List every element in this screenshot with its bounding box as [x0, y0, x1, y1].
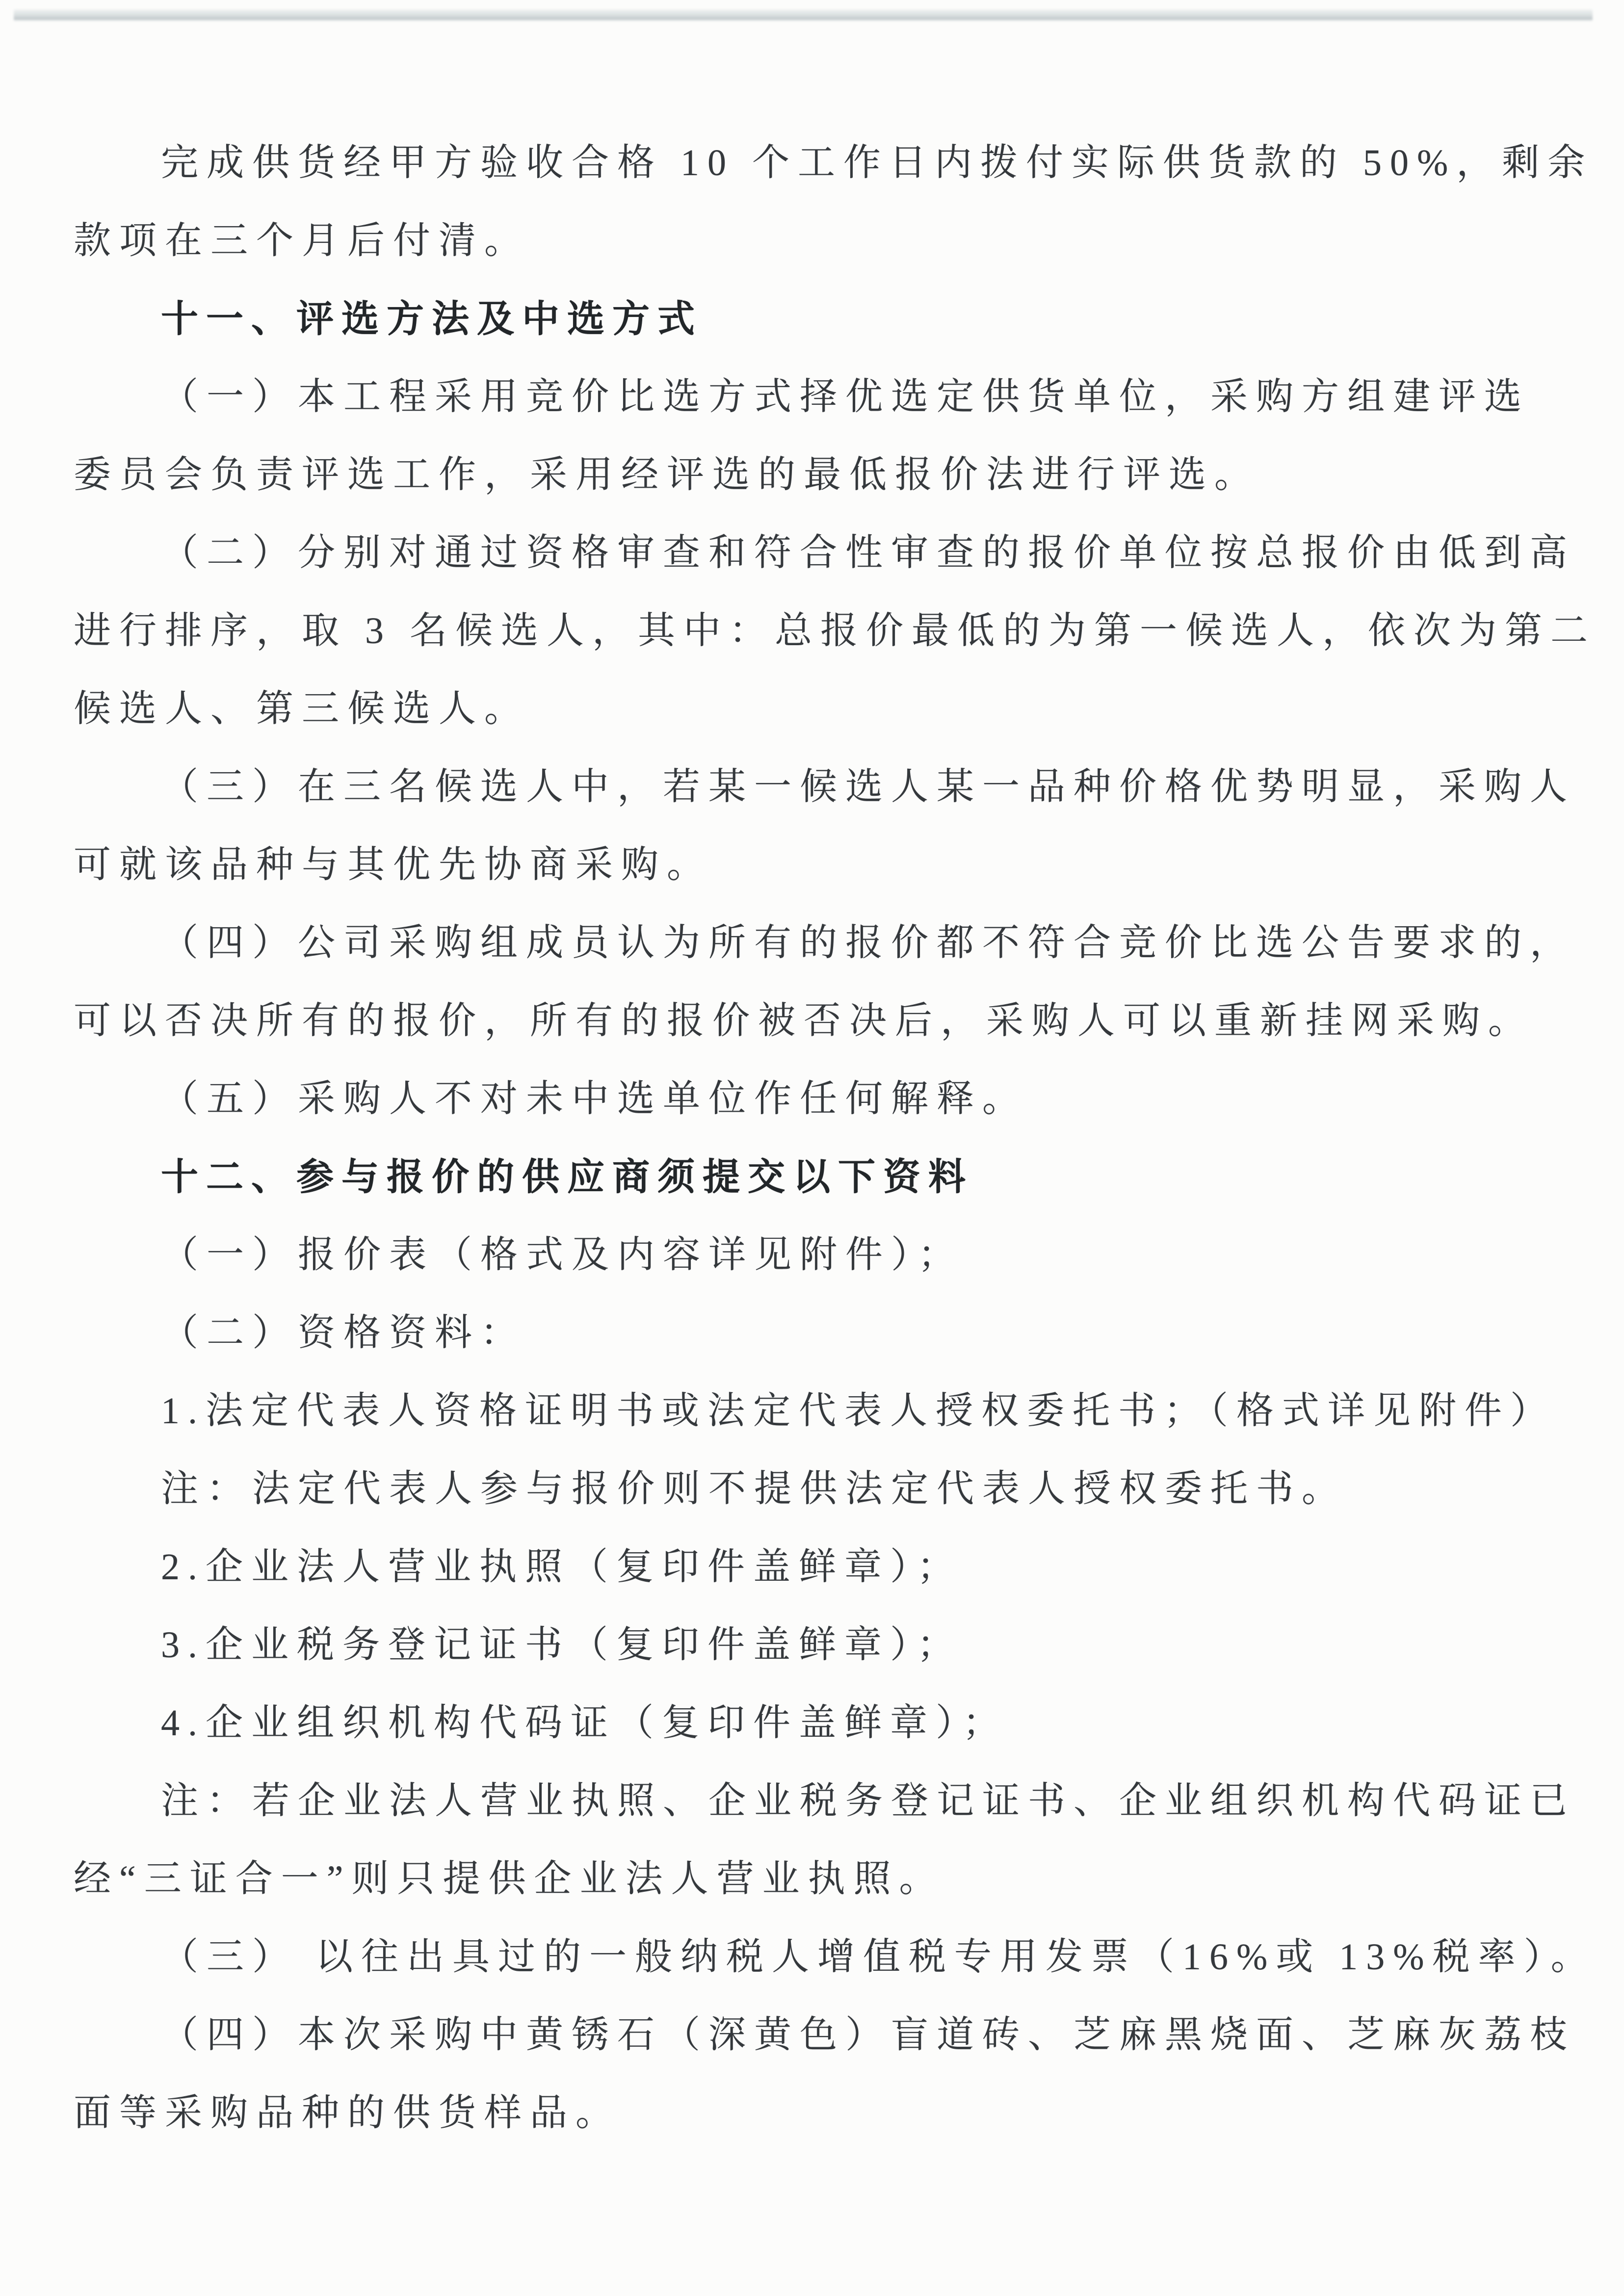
- document-line: 完成供货经甲方验收合格 10 个工作日内拨付实际供货款的 50%，剩余: [161, 142, 1594, 183]
- document-line: （三） 以往出具过的一般纳税人增值税专用发票（16%或 13%税率）。: [161, 1936, 1597, 1978]
- section-heading: 十一、评选方法及中选方式: [161, 298, 703, 340]
- document-line: （一）报价表（格式及内容详见附件）；: [161, 1234, 964, 1276]
- document-line: 注：法定代表人参与报价则不提供法定代表人授权委托书。: [161, 1468, 1347, 1510]
- document-line: 候选人、第三候选人。: [74, 688, 530, 730]
- document-line: （四）公司采购组成员认为所有的报价都不符合竞价比选公告要求的，: [161, 922, 1575, 964]
- document-line: （一）本工程采用竞价比选方式择优选定供货单位，采购方组建评选: [161, 376, 1530, 417]
- document-line: 面等采购品种的供货样品。: [74, 2092, 621, 2134]
- document-line: 经“三证合一”则只提供企业法人营业执照。: [74, 1858, 945, 1900]
- document-line: （二）资格资料：: [161, 1312, 526, 1354]
- document-line: 可以否决所有的报价，所有的报价被否决后，采购人可以重新挂网采购。: [74, 1000, 1534, 1042]
- scanner-streak-artifact: [14, 9, 1593, 21]
- document-line: 进行排序，取 3 名候选人，其中：总报价最低的为第一候选人，依次为第二: [74, 610, 1596, 652]
- document-line: 3.企业税务登记证书（复印件盖鲜章）；: [161, 1624, 963, 1666]
- document-line: 1.法定代表人资格证明书或法定代表人授权委托书；（格式详见附件）: [161, 1390, 1556, 1432]
- document-line: （三）在三名候选人中，若某一候选人某一品种价格优势明显，采购人: [161, 766, 1575, 808]
- document-line: 款项在三个月后付清。: [74, 220, 530, 261]
- document-line: 可就该品种与其优先协商采购。: [74, 844, 712, 886]
- document-line: 委员会负责评选工作，采用经评选的最低报价法进行评选。: [74, 454, 1260, 496]
- document-line: （五）采购人不对未中选单位作任何解释。: [161, 1078, 1028, 1120]
- section-heading: 十二、参与报价的供应商须提交以下资料: [161, 1156, 973, 1198]
- document-body: [74, 124, 1597, 2152]
- document-line: 4.企业组织机构代码证（复印件盖鲜章）；: [161, 1702, 1008, 1744]
- document-line: 注：若企业法人营业执照、企业税务登记证书、企业组织机构代码证已: [161, 1780, 1575, 1822]
- document-line: （四）本次采购中黄锈石（深黄色）盲道砖、芝麻黑烧面、芝麻灰荔枝: [161, 2014, 1575, 2056]
- document-line: （二）分别对通过资格审查和符合性审查的报价单位按总报价由低到高: [161, 532, 1575, 574]
- document-line: 2.企业法人营业执照（复印件盖鲜章）；: [161, 1546, 963, 1588]
